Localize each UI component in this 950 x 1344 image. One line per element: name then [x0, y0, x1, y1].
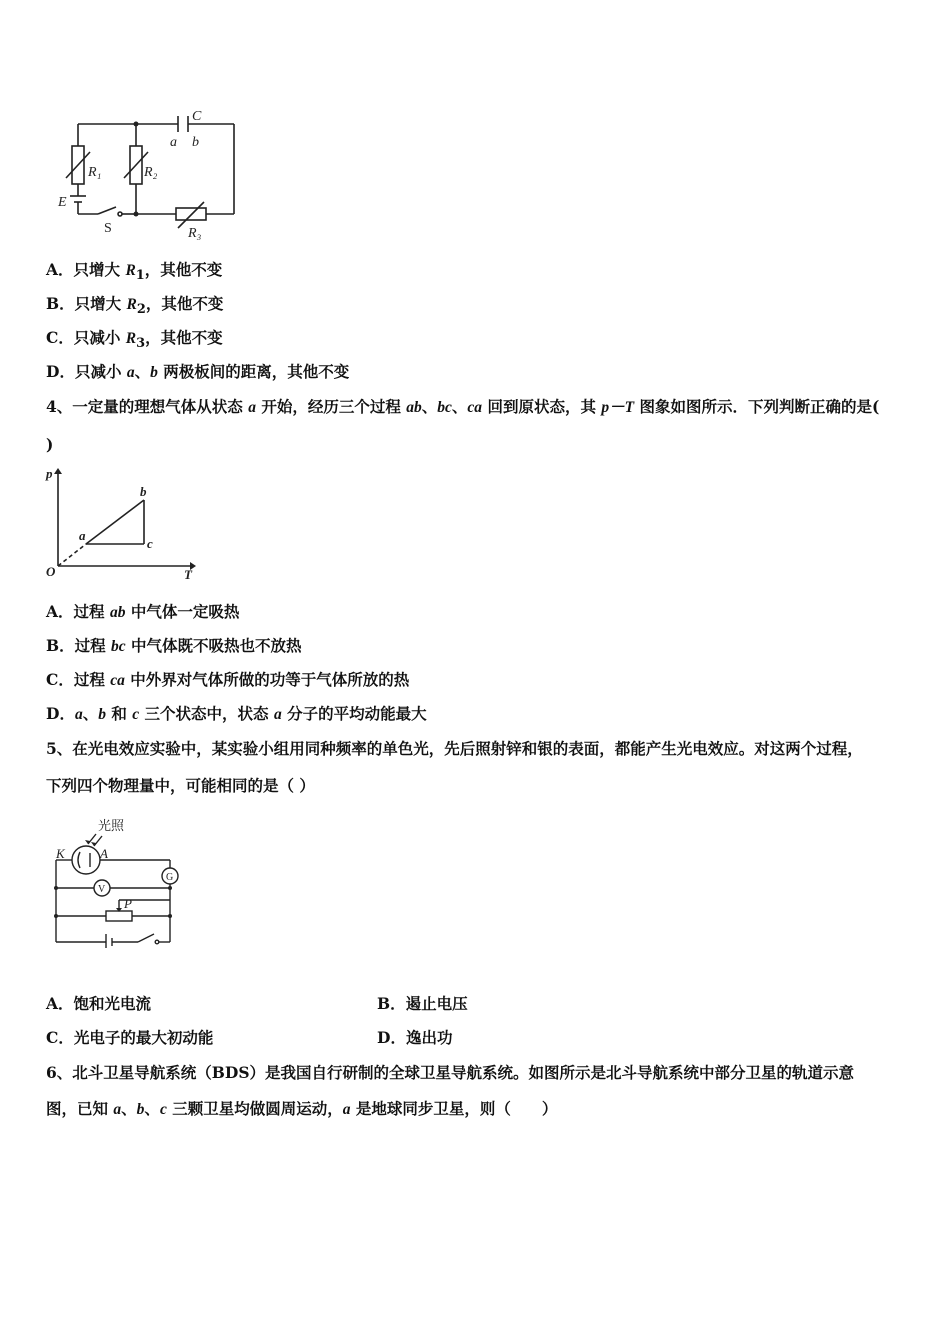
circuit-figure-q3: [52, 104, 242, 242]
state-a: a: [79, 528, 86, 543]
pT-graph-q4: [44, 466, 200, 582]
q3-option-d[interactable]: D．只减小 a、b 两极板间的距离，其他不变: [46, 362, 350, 381]
label-P: P: [124, 896, 132, 911]
q6-stem-line2: 图，已知 a、b、c 三颗卫星均做圆周运动，a 是地球同步卫星，则（ ）: [46, 1099, 558, 1118]
label-C: C: [192, 109, 202, 124]
state-b: b: [140, 484, 147, 499]
label-K: K: [56, 846, 65, 861]
label-R3: R₃: [188, 226, 202, 241]
axis-p: p: [46, 466, 53, 481]
q5-option-a[interactable]: A．饱和光电流: [46, 994, 152, 1013]
q5-option-c[interactable]: C．光电子的最大初动能: [46, 1028, 214, 1047]
q4-option-c[interactable]: C．过程 ca 中外界对气体所做的功等于气体所放的热: [46, 670, 410, 689]
q4-stem-line1: 4、一定量的理想气体从状态 a 开始，经历三个过程 ab、bc、ca 回到原状态，其 p－T 图象如图所示．下列判断正确的是(: [46, 397, 880, 416]
q5-stem-line2: 下列四个物理量中，可能相同的是（ ）: [46, 776, 315, 795]
label-G: G: [166, 872, 174, 883]
q3-option-b[interactable]: B．只增大 $R_2$，其他不变: [46, 294, 224, 318]
label-b: b: [192, 135, 199, 150]
q5-stem-line1: 5、在光电效应实验中，某实验小组用同种频率的单色光，先后照射锌和银的表面，都能产生光电效应。对这两个过程，: [46, 739, 863, 758]
label-S: S: [104, 221, 112, 236]
q6-stem-line1: 6、北斗卫星导航系统（BDS）是我国自行研制的全球卫星导航系统。如图所示是北斗导航系统中部分卫星的轨道示意: [46, 1063, 855, 1082]
q3-option-c[interactable]: C．只减小 $R_3$，其他不变: [46, 328, 223, 352]
label-A: A: [100, 846, 108, 861]
label-R1: R₁: [88, 165, 102, 180]
state-c: c: [147, 536, 153, 551]
label-E: E: [58, 195, 67, 210]
label-R2: R₂: [144, 165, 158, 180]
q5-option-b[interactable]: B．遏止电压: [377, 994, 468, 1013]
q4-option-b[interactable]: B．过程 bc 中气体既不吸热也不放热: [46, 636, 302, 655]
q4-option-a[interactable]: A．过程 ab 中气体一定吸热: [46, 602, 240, 621]
axis-T: T: [184, 567, 192, 582]
photoelectric-circuit-q5: [50, 812, 190, 948]
label-a: a: [170, 135, 177, 150]
q4-option-d[interactable]: D．a、b 和 c 三个状态中，状态 a 分子的平均动能最大: [46, 704, 427, 723]
q5-option-d[interactable]: D．逸出功: [377, 1028, 453, 1047]
origin-O: O: [46, 564, 56, 579]
label-V: V: [98, 884, 106, 895]
light-label: 光照: [98, 818, 125, 833]
q3-option-a[interactable]: A．只增大 $R_1$，其他不变: [46, 260, 223, 284]
q4-stem-line2: ): [46, 435, 54, 454]
